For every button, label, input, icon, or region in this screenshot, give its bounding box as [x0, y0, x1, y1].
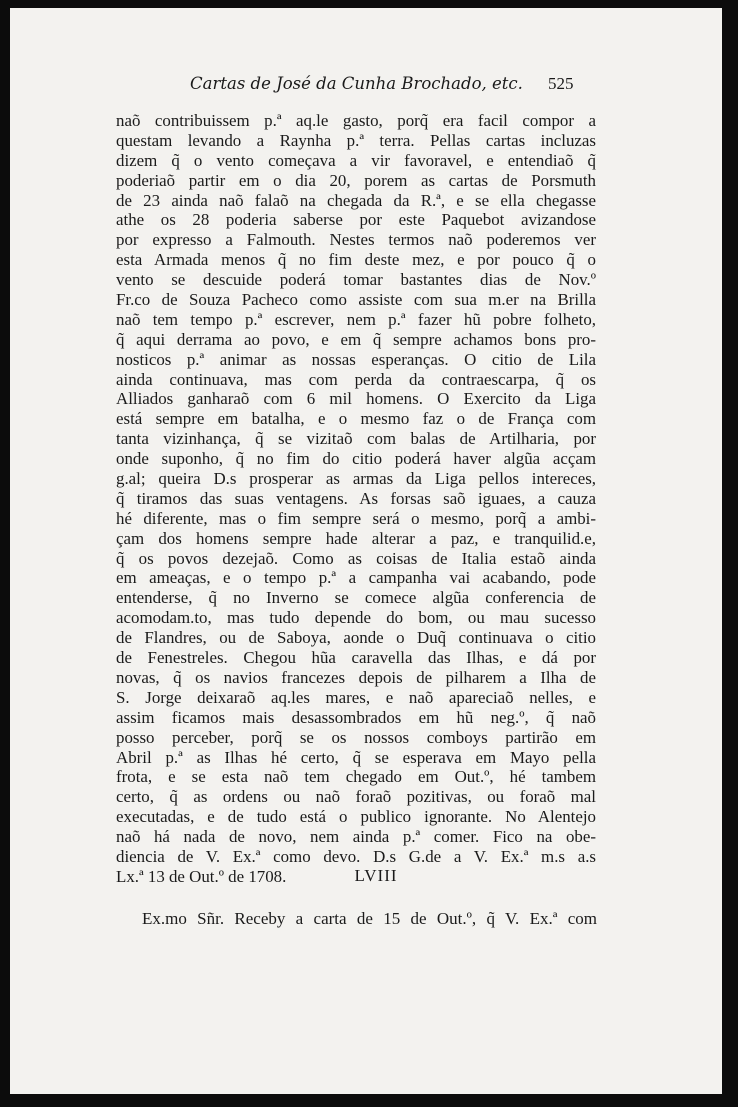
- body-text-line: naõ há nada de novo, nem ainda p.ª comer. Fico na obe-: [116, 827, 596, 847]
- body-text-line: g.al; queira D.s prosperar as armas da Liga pellos intereces,: [116, 469, 596, 489]
- body-text-line: está sempre em batalha, e o mesmo faz o de França com: [116, 409, 596, 429]
- body-text-line: de Flandres, ou de Saboya, aonde o Duq̃ continuava o citio: [116, 628, 596, 648]
- body-text-line: Fr.co de Souza Pacheco como assiste com sua m.er na Brilla: [116, 290, 596, 310]
- body-text-line: por expresso a Falmouth. Nestes termos naõ poderemos ver: [116, 230, 596, 250]
- page-number: 525: [548, 74, 574, 93]
- body-text-line: S. Jorge deixaraõ aq.les mares, e naõ apareciaõ nelles, e: [116, 687, 596, 707]
- body-text-line: novas, q̃ os navios francezes depois de pilharem a Ilha de: [116, 667, 596, 687]
- body-text-line: esta Armada menos q̃ no fim deste mez, e por pouco q̃ o: [116, 250, 596, 270]
- body-text-line: çam dos homens sempre hade alterar a paz, e tranquilid.e,: [116, 528, 596, 548]
- body-text-line: frota, e se esta naõ tem chegado em Out.º, hé tambem: [116, 767, 596, 787]
- body-text-line: poderiaõ partir em o dia 20, porem as cartas de Porsmuth: [116, 170, 596, 190]
- body-text-line: em ameaças, e o tempo p.ª a campanha vai acabando, pode: [116, 568, 596, 588]
- body-text-line: de 23 ainda naõ falaõ na chegada da R.ª, e se ella chegasse: [116, 190, 596, 210]
- body-text-line: q̃ os povos dezejaõ. Como as coisas de Italia estaõ ainda: [116, 548, 596, 568]
- body-text-line: nosticos p.ª animar as nossas esperanças. O citio de Lila: [116, 349, 596, 369]
- body-text-line: diencia de V. Ex.ª como devo. D.s G.de a V. Ex.ª m.s a.s: [116, 846, 596, 866]
- body-text-line: naõ tem tempo p.ª escrever, nem p.ª fazer hũ pobre folheto,: [116, 309, 596, 329]
- body-text-line: Lx.ª 13 de Out.º de 1708.: [116, 866, 287, 886]
- body-text-line: certo, q̃ as ordens ou naõ foraõ pozitivas, ou foraõ mal: [116, 787, 596, 807]
- body-text-line: vento se descuide poderá tomar bastantes dias de Nov.º: [116, 270, 596, 290]
- body-text-line: executadas, e de tudo está o publico ignorante. No Alentejo: [116, 807, 596, 827]
- letter-body-text: [116, 111, 596, 887]
- body-text-line: onde suponho, q̃ no fim do citio poderá haver algũa acçam: [116, 449, 596, 469]
- body-text-line: naõ contribuissem p.ª aq.le gasto, porq̃ era facil compor a: [116, 111, 596, 130]
- body-text-line: hé diferente, mas o fim sempre será o mesmo, porq̃ a ambi-: [116, 508, 596, 528]
- running-header-title: Cartas de José da Cunha Brochado, etc.: [190, 74, 523, 93]
- body-text-line: q̃ aqui derrama ao povo, e em q̃ sempre achamos bons pro-: [116, 329, 596, 349]
- body-text-line: assim ficamos mais desassombrados em hũ neg.º, q̃ naõ: [116, 707, 596, 727]
- body-text-line: acomodam.to, mas tudo depende do bom, ou mau sucesso: [116, 608, 596, 628]
- body-text-line: dizem q̃ o vento começava a vir favoravel, e entendiaõ q̃: [116, 150, 596, 170]
- body-text-line: ainda continuava, mas com perda da contraescarpa, q̃ os: [116, 369, 596, 389]
- body-text-line: Abril p.ª as Ilhas hé certo, q̃ se esperava em Mayo pella: [116, 747, 596, 767]
- body-text-line: Alliados ganharaõ com 6 mil homens. O Exercito da Liga: [116, 389, 596, 409]
- body-text-line: de Fenestreles. Chegou hũa caravella das Ilhas, e dá por: [116, 648, 596, 668]
- body-text-line: q̃ tiramos das suas ventagens. As forsas saõ iguaes, a cauza: [116, 488, 596, 508]
- body-text-line: posso perceber, porq̃ se os nossos comboys partirão em: [116, 727, 596, 747]
- next-letter-opening-line: Ex.mo Sñr. Receby a carta de 15 de Out.º, q̃ V. Ex.ª com: [142, 909, 597, 928]
- body-text-line: entenderse, q̃ no Inverno se comece algũa conferencia de: [116, 588, 596, 608]
- body-text-line: athe os 28 poderia saberse por este Paquebot avizandose: [116, 210, 596, 230]
- section-heading: LVIII: [354, 866, 398, 885]
- book-page: [10, 8, 722, 1094]
- body-text-line: tanta vizinhança, q̃ se vizitaõ com balas de Artilharia, por: [116, 429, 596, 449]
- body-text-line: questam levando a Raynha p.ª terra. Pellas cartas incluzas: [116, 130, 596, 150]
